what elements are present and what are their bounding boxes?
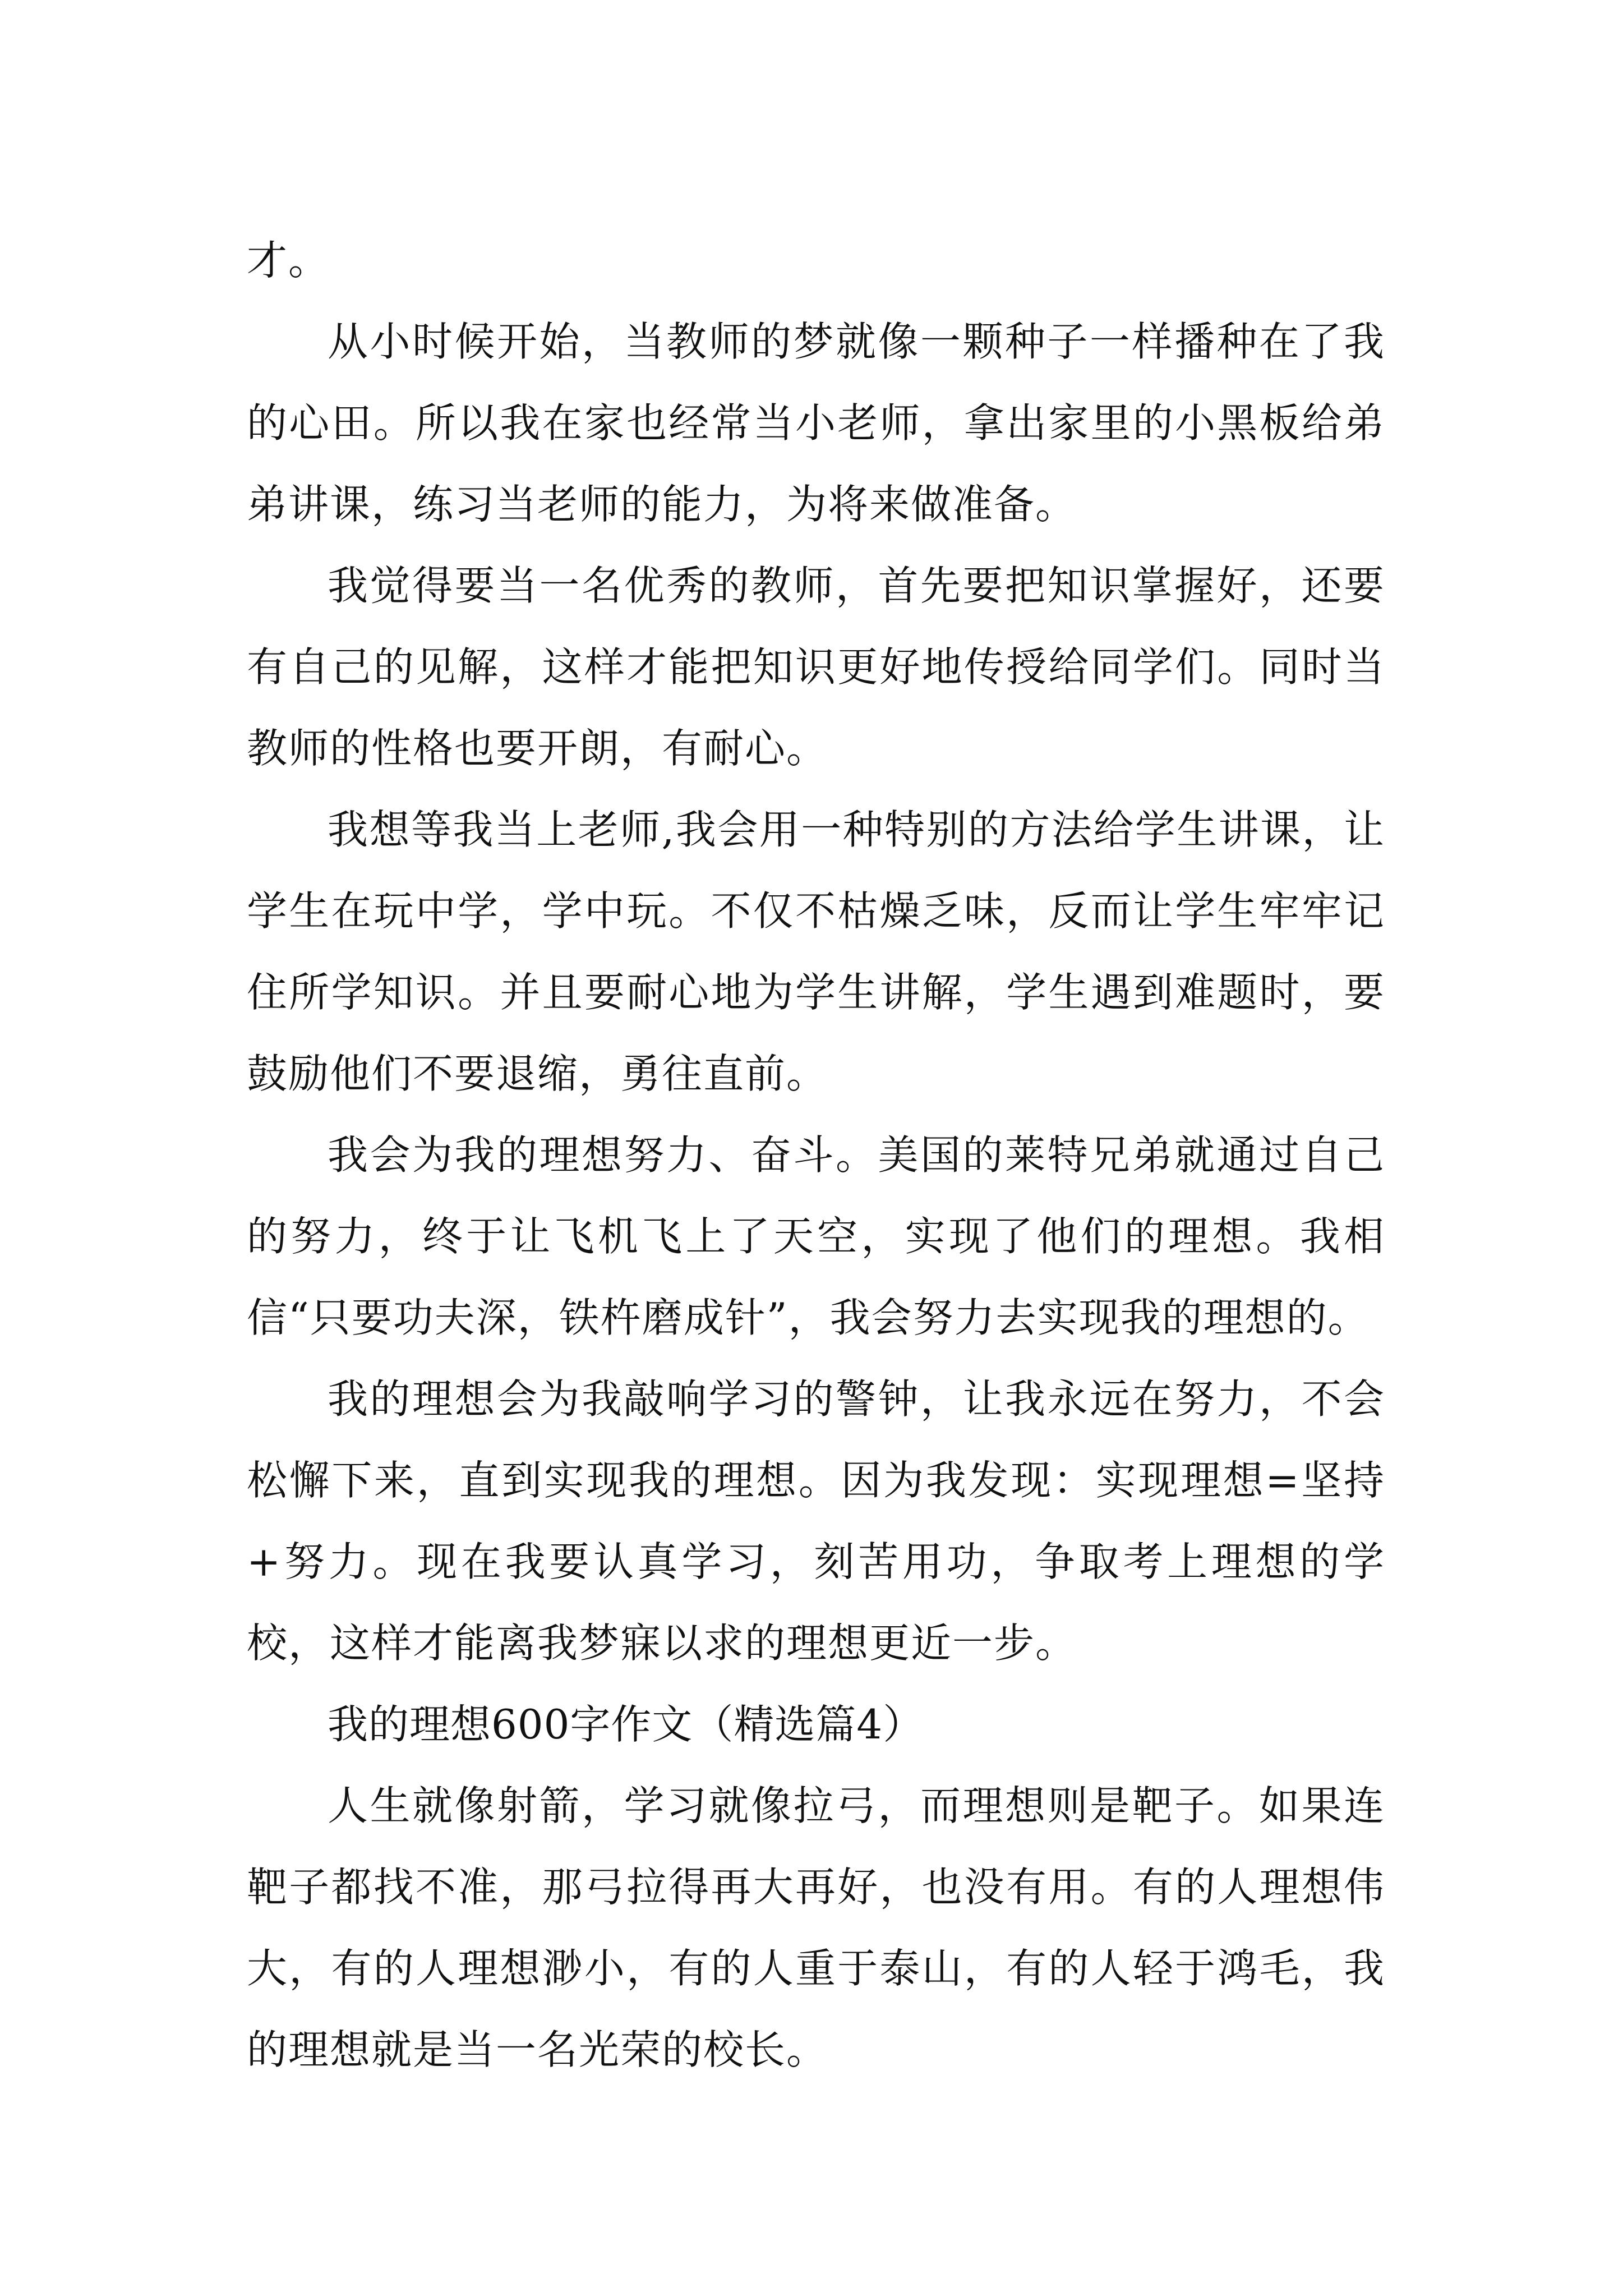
paragraph-archery-metaphor: 人生就像射箭，学习就像拉弓，而理想则是靶子。如果连靶子都找不准，那弓拉得再大再好，也没有用。有的人理想伟大，有的人理想渺小，有的人重于泰山，有的人轻于鸿毛，我的理想就是当一名光荣的校长。 [247, 1782, 1385, 2073]
paragraph-effort: 我会为我的理想努力、奋斗。美国的莱特兄弟就通过自己的努力，终于让飞机飞上了天空，实现了他们的理想。我相信“只要功夫深，铁杵磨成针”，我会努力去实现我的理想的。 [247, 1131, 1385, 1341]
paragraph-alarm-bell: 我的理想会为我敲响学习的警钟，让我永远在努力，不会松懈下来，直到实现我的理想。因为我发现：实现理想=坚持+努力。现在我要认真学习，刻苦用功，争取考上理想的学校，这样才能离我梦寐以求的理想更近一步。 [247, 1375, 1385, 1667]
paragraph-excellent-teacher: 我觉得要当一名优秀的教师，首先要把知识掌握好，还要有自己的见解，这样才能把知识更好地传授给同学们。同时当教师的性格也要开朗，有耐心。 [247, 562, 1385, 772]
essay-heading: 我的理想600字作文（精选篇4） [328, 1701, 924, 1748]
document-body [247, 220, 1385, 2091]
paragraph-continuation: 才。 [247, 237, 330, 284]
paragraph-teaching-method: 我想等我当上老师,我会用一种特别的方法给学生讲课，让学生在玩中学，学中玩。不仅不枯燥乏味，反而让学生牢牢记住所学知识。并且要耐心地为学生讲解，学生遇到难题时，要鼓励他们不要退缩，勇往直前。 [247, 806, 1385, 1097]
paragraph-childhood-dream: 从小时候开始，当教师的梦就像一颗种子一样播种在了我的心田。所以我在家也经常当小老师，拿出家里的小黑板给弟弟讲课，练习当老师的能力，为将来做准备。 [247, 318, 1385, 528]
